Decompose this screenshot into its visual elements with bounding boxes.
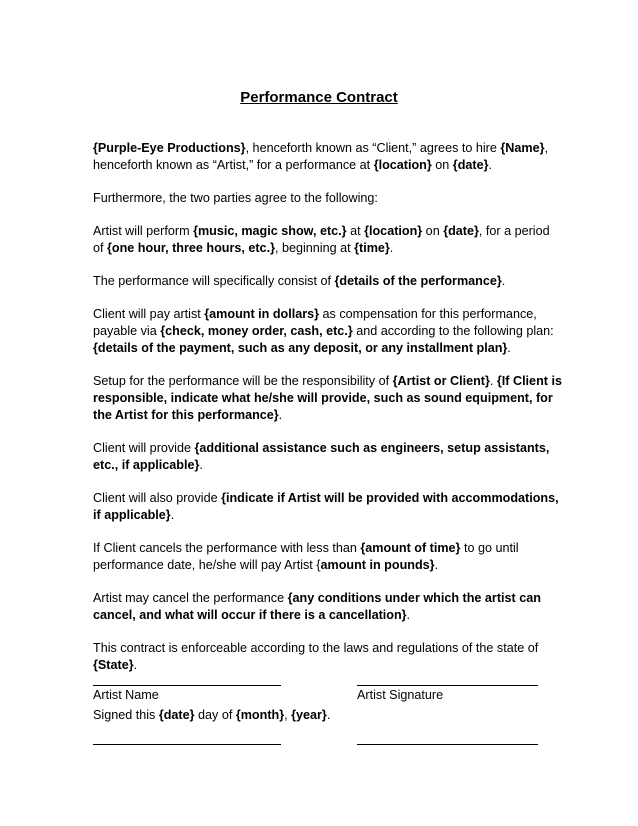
clause-text: , for a period of: [93, 224, 550, 255]
placeholder-field: {additional assistance such as engineers, setup assistants, etc., if applicable}: [93, 441, 550, 472]
clause-text: , henceforth known as “Artist,” for a performance at: [93, 141, 548, 172]
clause-paragraph: [93, 140, 563, 174]
clause-text: Artist may cancel the performance: [93, 591, 288, 605]
clause-paragraph: [93, 190, 563, 207]
clause-paragraph: [93, 590, 563, 624]
artist-name-label: Artist Name: [93, 688, 159, 702]
clause-paragraph: [93, 306, 563, 357]
placeholder-field: {month}: [235, 708, 285, 722]
clause-text: .: [278, 408, 283, 422]
clause-text: .: [488, 158, 492, 172]
clause-text: at: [346, 224, 365, 238]
clause-text: on: [431, 158, 453, 172]
placeholder-field: {amount in dollars}: [204, 307, 320, 321]
artist-signature-line: [357, 685, 538, 686]
placeholder-field: {State}: [93, 658, 134, 672]
placeholder-field: {date}: [452, 158, 489, 172]
clause-text: Client will also provide: [93, 491, 222, 505]
clause-text: Client will provide: [93, 441, 195, 455]
clause-text: This contract is enforceable according to the laws and regulations of the state of: [93, 641, 539, 655]
clause-paragraph: [93, 540, 563, 574]
placeholder-field: {check, money order, cash, etc.}: [160, 324, 353, 338]
placeholder-field: {date}: [443, 224, 479, 238]
clause-text: .: [326, 708, 331, 722]
clause-text: and according to the following plan:: [352, 324, 554, 338]
document-title: Performance Contract: [240, 89, 398, 106]
clause-paragraph: [93, 490, 563, 524]
placeholder-field: amount in pounds}: [320, 558, 435, 572]
placeholder-field: {Name}: [500, 141, 545, 155]
clause-text: .: [199, 458, 203, 472]
artist-name-line: [93, 685, 281, 686]
clause-text: ,: [284, 708, 292, 722]
placeholder-field: {details of the performance}: [334, 274, 502, 288]
second-signature-line: [357, 744, 538, 745]
clause-text: Setup for the performance will be the responsibility of: [93, 374, 393, 388]
clause-paragraph: [93, 440, 563, 474]
artist-signature-label: Artist Signature: [357, 688, 444, 702]
clause-text: to go until performance date, he/she will pay Artist {: [93, 541, 519, 572]
placeholder-field: {any conditions under which the artist can cancel, and what will occur if there is a cancellation}: [93, 591, 541, 622]
clause-text: .: [133, 658, 138, 672]
signed-line: [93, 707, 563, 724]
clauses: [93, 140, 563, 674]
clause-paragraph: [93, 640, 563, 674]
clause-paragraph: [93, 273, 563, 290]
clause-text: .: [434, 558, 439, 572]
placeholder-field: {one hour, three hours, etc.}: [107, 241, 275, 255]
placeholder-field: {music, magic show, etc.}: [193, 224, 347, 238]
placeholder-field: {location}: [364, 224, 423, 238]
clause-paragraph: [93, 223, 563, 257]
clause-text: on: [422, 224, 444, 238]
clause-text: , henceforth known as “Client,” agrees to hire: [245, 141, 501, 155]
clause-text: Furthermore, the two parties agree to the following:: [93, 191, 378, 205]
clause-text: .: [507, 341, 511, 355]
clause-text: If Client cancels the performance with less than: [93, 541, 361, 555]
clause-text: .: [501, 274, 506, 288]
clause-paragraph: [93, 373, 563, 424]
clause-text: Artist will perform: [93, 224, 194, 238]
placeholder-field: {If Client is responsible, indicate what he/she will provide, such as sound equipment, for the Artist for this performance}: [93, 374, 562, 422]
clause-text: .: [170, 508, 175, 522]
contract-body: [93, 140, 563, 740]
clause-text: day of: [194, 708, 236, 722]
second-name-line: [93, 744, 281, 745]
clause-text: , beginning at: [274, 241, 355, 255]
placeholder-field: {time}: [354, 241, 390, 255]
placeholder-field: {location}: [373, 158, 432, 172]
placeholder-field: {year}: [291, 708, 327, 722]
clause-text: Client will pay artist: [93, 307, 205, 321]
placeholder-field: {amount of time}: [360, 541, 461, 555]
placeholder-field: {date}: [158, 708, 195, 722]
clause-text: .: [489, 374, 497, 388]
placeholder-field: {Purple-Eye Productions}: [93, 141, 246, 155]
clause-text: Signed this: [93, 708, 159, 722]
clause-text: The performance will specifically consist of: [93, 274, 335, 288]
placeholder-field: {details of the payment, such as any deposit, or any installment plan}: [93, 341, 508, 355]
placeholder-field: {indicate if Artist will be provided with accommodations, if applicable}: [93, 491, 559, 522]
clause-text: .: [406, 608, 411, 622]
clause-text: .: [389, 241, 394, 255]
placeholder-field: {Artist or Client}: [392, 374, 490, 388]
clause-text: as compensation for this performance, payable via: [93, 307, 537, 338]
